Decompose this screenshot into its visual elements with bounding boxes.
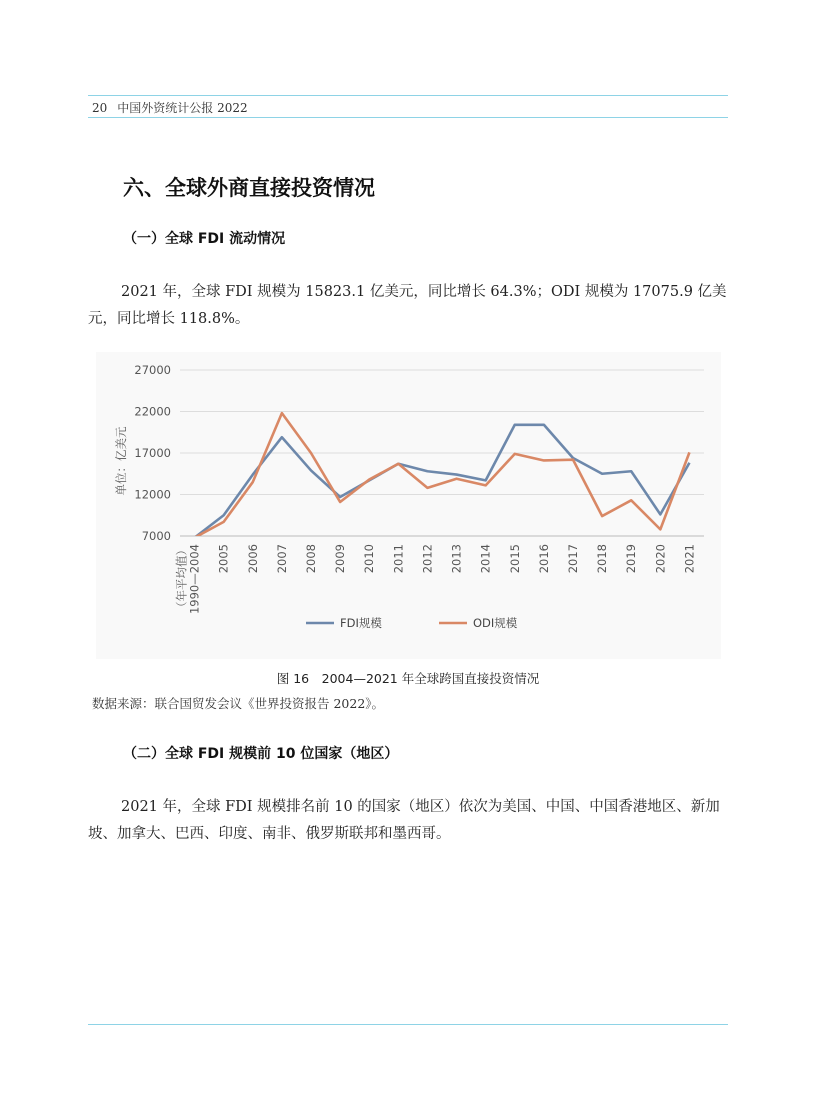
x-tick-label: （年平均值）	[174, 544, 189, 613]
footer-rule	[88, 1024, 728, 1025]
figure-caption: 图 16 2004—2021 年全球跨国直接投资情况	[276, 671, 540, 686]
x-tick-label: 1990—2004	[187, 544, 202, 615]
y-tick-label: 17000	[134, 446, 171, 460]
x-tick-label: 2007	[274, 544, 289, 574]
y-axis-label: 单位：亿美元	[114, 426, 128, 496]
x-tick-label: 2010	[362, 544, 377, 574]
x-tick-label: 2015	[507, 544, 522, 574]
data-source: 数据来源：联合国贸发会议《世界投资报告 2022》。	[92, 696, 385, 711]
x-tick-label: 2021	[682, 544, 697, 574]
x-tick-label: 2018	[595, 544, 610, 574]
page-number: 20	[92, 101, 108, 115]
x-tick-label: 2006	[245, 544, 260, 574]
section-title: 六、全球外商直接投资情况	[123, 175, 375, 200]
x-tick-label: 2008	[304, 544, 318, 574]
header-rule-top	[88, 95, 728, 96]
x-tick-label: 2013	[449, 544, 464, 574]
legend-label: ODI规模	[473, 616, 518, 630]
x-tick-label: 2017	[566, 544, 580, 574]
chart-container	[96, 352, 721, 659]
y-tick-label: 12000	[134, 487, 171, 502]
x-tick-label: 2014	[478, 544, 493, 574]
header-rule-bottom	[88, 117, 728, 118]
y-tick-label: 7000	[141, 529, 171, 543]
series-line-odi	[195, 413, 690, 538]
running-head	[92, 99, 258, 116]
y-tick-label: 22000	[134, 404, 171, 419]
x-tick-label: 2011	[391, 544, 406, 574]
x-tick-label: 2019	[624, 544, 639, 574]
x-tick-label: 2016	[536, 544, 551, 574]
paragraph-fdi-summary: 2021 年，全球 FDI 规模为 15823.1 亿美元，同比增长 64.3%；ODI 规模为 17075.9 亿美元，同比增长 118.8%。	[88, 284, 727, 327]
line-chart	[96, 352, 721, 659]
publication-title: 中国外资统计公报 2022	[117, 101, 248, 115]
y-tick-label: 27000	[134, 363, 171, 377]
x-tick-label: 2009	[333, 544, 348, 574]
paragraph-top10: 2021 年，全球 FDI 规模排名前 10 的国家（地区）依次为美国、中国、中国香港地区、新加坡、加拿大、巴西、印度、南非、俄罗斯联邦和墨西哥。	[88, 799, 720, 842]
legend-label: FDI规模	[340, 616, 382, 630]
x-tick-label: 2005	[216, 544, 231, 574]
subsection-title-1: （一）全球 FDI 流动情况	[123, 231, 286, 247]
x-tick-label: 2020	[653, 544, 668, 574]
subsection-title-2: （二）全球 FDI 规模前 10 位国家（地区）	[123, 746, 399, 762]
x-tick-label: 2012	[420, 544, 435, 574]
